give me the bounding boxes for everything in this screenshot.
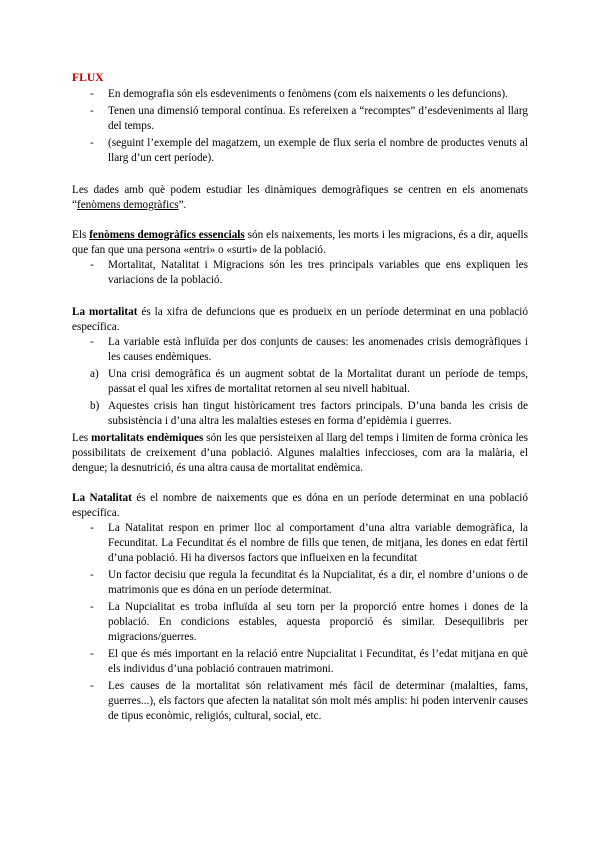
dash-marker: - <box>90 105 94 117</box>
mortalitat-lettered-list <box>72 367 528 429</box>
dash-marker: - <box>90 137 94 149</box>
mortalitat-paragraph: La mortalitat és la xifra de defuncions que es produeix en un període determinat en una població específica. <box>72 306 528 333</box>
bold-term: La Natalitat <box>72 492 132 504</box>
dash-marker: - <box>90 88 94 100</box>
list-item: a) Una crisi demogràfica és un augment sobtat de la Mortalitat durant un període de temps, passat el qual les xifres de mortalitat retornen al seu nivell habitual. <box>90 368 528 395</box>
bold-term: mortalitats endèmiques <box>91 432 204 444</box>
list-item: - La Natalitat respon en primer lloc al comportament d’una altra variable demogràfica, la Fecunditat. La Fecunditat és el nombre de fills que tenen, de mitjana, les dones en edat fèrtil d’una població. Hi ha diversos factors que influeixen en la fecunditat <box>90 522 528 564</box>
list-item: b) Aquestes crisis han tingut històricament tres factors principals. D’una banda les crisis de subsistència i d’una altra les malalties esteses en forma d’epidèmia i guerres. <box>90 400 528 427</box>
natalitat-paragraph: La Natalitat és el nombre de naixements que es dóna en un període determinat en una població específica. <box>72 492 528 519</box>
list-item: - La variable està influïda per dos conjunts de causes: les anomenades crisis demogràfiques i les causes endèmiques. <box>90 336 528 363</box>
list-item: - El que és més important en la relació entre Nupcialitat i Fecunditat, és l’edat mitjana en què els individus d’una població contrauen matrimoni. <box>90 648 528 675</box>
dash-marker: - <box>90 259 94 271</box>
dash-marker: - <box>90 522 94 534</box>
bold-term: fenòmens demogràfics essencials <box>89 229 245 241</box>
letter-marker: b) <box>90 400 100 412</box>
bold-term: La mortalitat <box>72 306 138 318</box>
list-item: - (seguint l’exemple del magatzem, un exemple de flux seria el nombre de productes venuts al llarg d’un cert període). <box>90 137 528 164</box>
list-item: - Tenen una dimensió temporal contínua. Es refereixen a “recomptes” d’esdeveniments al llarg del temps. <box>90 105 528 132</box>
essencials-list <box>72 258 528 288</box>
dash-marker: - <box>90 336 94 348</box>
letter-marker: a) <box>90 368 99 380</box>
essencials-paragraph: Els fenòmens demogràfics essencials són els naixements, les morts i les migracions, és a dir, aquells que fan que una persona «entri» o «surti» de la població. <box>72 229 529 256</box>
dades-paragraph: Les dades amb què podem estudiar les dinàmiques demogràfiques se centren en els anomenats “fenòmens demogràfics”. <box>72 184 528 211</box>
flux-list <box>72 87 528 166</box>
list-item: - Mortalitat, Natalitat i Migracions són les tres principals variables que ens expliquen les variacions de la població. <box>90 259 528 286</box>
list-item: - Un factor decisiu que regula la fecunditat és la Nupcialitat, és a dir, el nombre d’unions o de matrimonis que es dóna en un període determinat. <box>90 569 528 596</box>
dash-marker: - <box>90 680 94 692</box>
underlined-term: fenòmens demogràfics <box>76 199 179 211</box>
dash-marker: - <box>90 648 94 660</box>
mortalitat-list <box>72 335 528 365</box>
document-page <box>72 70 528 726</box>
list-item: - Les causes de la mortalitat són relativament més fàcil de determinar (malalties, fams, guerres...), els factors que afecten la natalitat són molt més amplis: hi poden intervenir causes de tipus econòmic, religiós, cultural, social, etc. <box>90 680 528 722</box>
list-item: - La Nupcialitat es troba influïda al seu torn per la proporció entre homes i dones de la població. En condicions estables, aquesta proporció és similar. Desequilibris per migracions/guerres. <box>90 601 528 643</box>
dash-marker: - <box>90 569 94 581</box>
list-item: - En demografia són els esdeveniments o fenòmens (com els naixements o les defuncions). <box>90 88 508 100</box>
section-title-flux: FLUX <box>72 71 104 84</box>
natalitat-list <box>72 521 528 724</box>
dash-marker: - <box>90 601 94 613</box>
endemiques-paragraph: Les mortalitats endèmiques són les que persisteixen al llarg del temps i limiten de forma crònica les possibilitats de creixement d’una població. Algunes malalties infeccioses, com ara la malària, el dengue; la desnutrició, és una altra causa de mortalitat endèmica. <box>72 432 528 474</box>
